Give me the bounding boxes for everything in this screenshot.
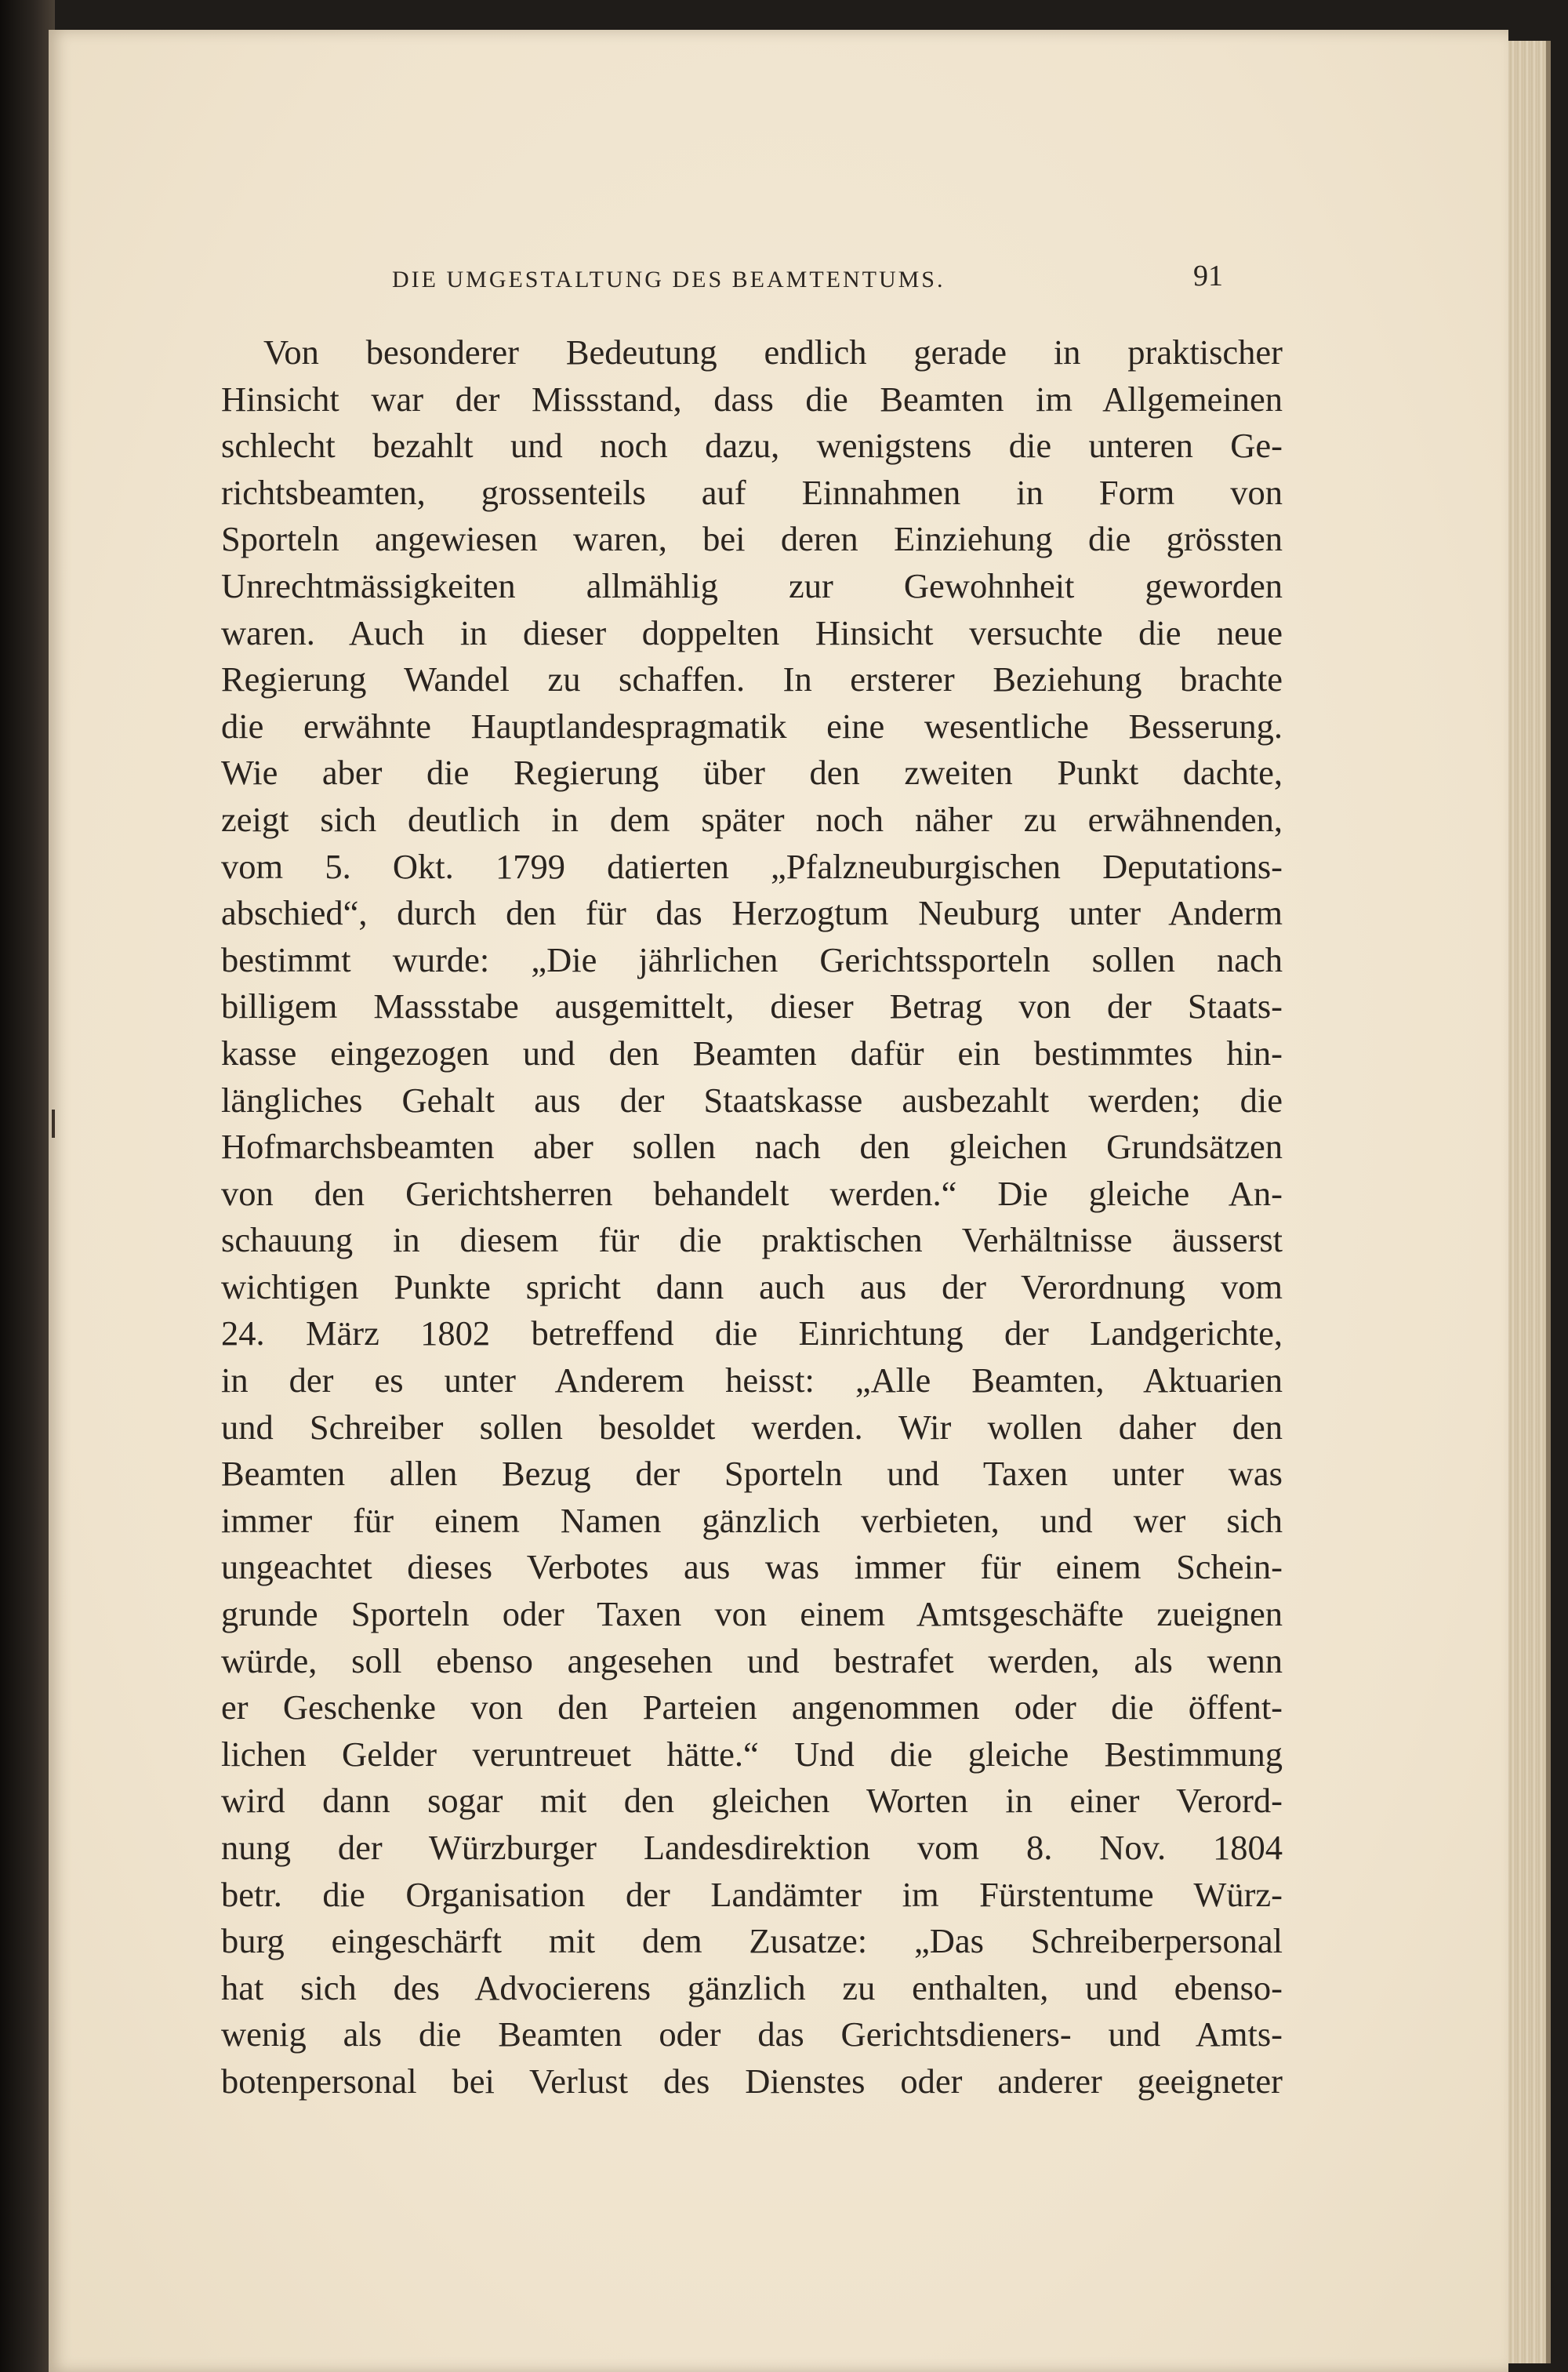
text-line: billigem Massstabe ausgemittelt, dieser Betrag von der Staats-: [221, 986, 1283, 1026]
text-line: lichen Gelder veruntreuet hätte.“ Und die gleiche Bestimmung: [221, 1734, 1283, 1774]
text-line: waren. Auch in dieser doppelten Hinsicht versuchte die neue: [221, 612, 1283, 652]
text-line: kasse eingezogen und den Beamten dafür ein bestimmtes hin-: [221, 1033, 1283, 1073]
running-head: DIE UMGESTALTUNG DES BEAMTENTUMS.: [392, 267, 946, 292]
text-line: betr. die Organisation der Landämter im Fürstentume Würz-: [221, 1874, 1283, 1914]
book-gutter-shadow: [0, 0, 55, 2372]
page-stack-edge: [1508, 41, 1551, 2363]
text-line: vom 5. Okt. 1799 datierten „Pfalzneuburgischen Deputations-: [221, 846, 1283, 886]
margin-mark: [52, 1110, 55, 1138]
text-line: Beamten allen Bezug der Sporteln und Taxen unter was: [221, 1454, 1283, 1494]
text-line: schlecht bezahlt und noch dazu, wenigstens die unteren Ge-: [221, 426, 1283, 466]
text-line: zeigt sich deutlich in dem später noch näher zu erwähnenden,: [221, 799, 1283, 839]
text-line: grunde Sporteln oder Taxen von einem Amtsgeschäfte zueignen: [221, 1594, 1283, 1634]
text-line: Wie aber die Regierung über den zweiten Punkt dachte,: [221, 753, 1283, 793]
text-line: die erwähnte Hauptlandespragmatik eine wesentliche Besserung.: [221, 706, 1283, 746]
text-line: wenig als die Beamten oder das Gerichtsdieners- und Amts-: [221, 2014, 1283, 2054]
text-line: Unrechtmässigkeiten allmählig zur Gewohnheit geworden: [221, 565, 1283, 605]
text-line: schauung in diesem für die praktischen Verhältnisse äusserst: [221, 1220, 1283, 1260]
text-line: Von besonderer Bedeutung endlich gerade in praktischer: [263, 332, 1283, 372]
text-line: wird dann sogar mit den gleichen Worten in einer Verord-: [221, 1781, 1283, 1821]
page-number: 91: [1193, 260, 1223, 292]
body-text: [221, 329, 1283, 2105]
text-line: nung der Würzburger Landesdirektion vom 8. Nov. 1804: [221, 1828, 1283, 1867]
text-line: würde, soll ebenso angesehen und bestrafet werden, als wenn: [221, 1640, 1283, 1680]
text-line: burg eingeschärft mit dem Zusatze: „Das Schreiberpersonal: [221, 1921, 1283, 1961]
text-line: Sporteln angewiesen waren, bei deren Einziehung die grössten: [221, 519, 1283, 559]
text-line: er Geschenke von den Parteien angenommen oder die öffent-: [221, 1687, 1283, 1727]
text-line: botenpersonal bei Verlust des Dienstes oder anderer geeigneter: [221, 2061, 1283, 2101]
text-line: 24. März 1802 betreffend die Einrichtung der Landgerichte,: [221, 1313, 1283, 1353]
text-line: von den Gerichtsherren behandelt werden.“ Die gleiche An-: [221, 1173, 1283, 1213]
text-line: Regierung Wandel zu schaffen. In ersterer Beziehung brachte: [221, 659, 1283, 699]
text-line: längliches Gehalt aus der Staatskasse ausbezahlt werden; die: [221, 1080, 1283, 1120]
text-line: ungeachtet dieses Verbotes aus was immer für einem Schein-: [221, 1547, 1283, 1587]
text-line: Hinsicht war der Missstand, dass die Beamten im Allgemeinen: [221, 379, 1283, 419]
text-line: bestimmt wurde: „Die jährlichen Gerichtssporteln sollen nach: [221, 939, 1283, 979]
text-line: abschied“, durch den für das Herzogtum Neuburg unter Anderm: [221, 893, 1283, 933]
text-line: immer für einem Namen gänzlich verbieten, und wer sich: [221, 1500, 1283, 1540]
book-page: [49, 30, 1508, 2372]
text-line: wichtigen Punkte spricht dann auch aus der Verordnung vom: [221, 1266, 1283, 1306]
text-line: Hofmarchsbeamten aber sollen nach den gleichen Grundsätzen: [221, 1127, 1283, 1167]
text-line: und Schreiber sollen besoldet werden. Wir wollen daher den: [221, 1407, 1283, 1447]
text-line: in der es unter Anderem heisst: „Alle Beamten, Aktuarien: [221, 1360, 1283, 1400]
text-line: hat sich des Advocierens gänzlich zu enthalten, und ebenso-: [221, 1967, 1283, 2007]
page-header: [49, 259, 1508, 314]
text-line: richtsbeamten, grossenteils auf Einnahmen in Form von: [221, 472, 1283, 512]
